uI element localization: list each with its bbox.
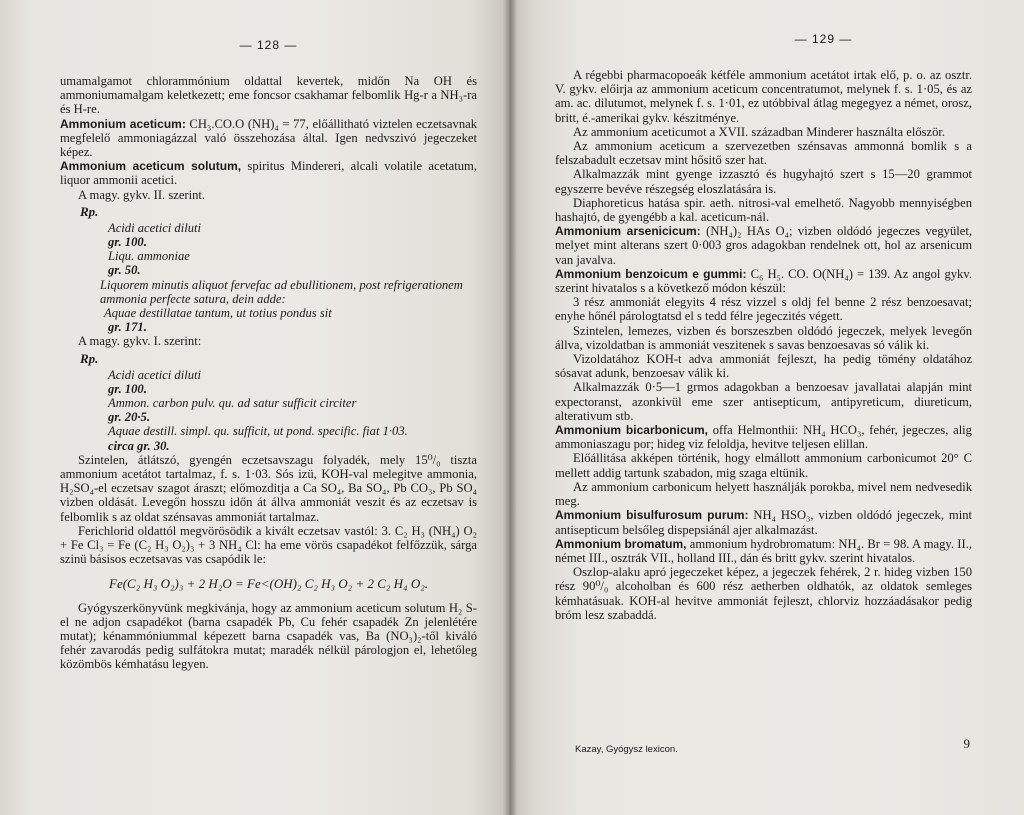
entry-text: (NH₄)₂ HAs O₄; vizben oldódó jegeczes vegyület, melyet mint alterans szert 0·003 gros adagokban rendelnek ott, hol az arsenicum van javalva. — [555, 224, 972, 267]
text-paragraph — [60, 159, 477, 187]
recipe-line — [80, 351, 477, 367]
text-paragraph — [60, 524, 477, 567]
right-page-body — [555, 68, 972, 622]
text-paragraph — [60, 453, 477, 524]
entry-text: gr. 100. — [108, 381, 147, 396]
text-paragraph — [60, 117, 477, 160]
entry-text: gr. 50. — [108, 263, 141, 278]
text-paragraph — [555, 125, 972, 139]
text-paragraph — [555, 267, 972, 295]
entry-text: Ammon. carbon pulv. qu. ad satur sufficit circiter — [108, 396, 357, 411]
entry-text: Vizoldatához KOH-t adva ammoniát fejleszt, ha pedig tömény oldatához sósavat adunk, benzoesav válik ki. — [555, 352, 972, 381]
text-paragraph — [555, 224, 972, 267]
right-page — [509, 0, 1024, 815]
entry-text: NH₄ HSO₃, vizben oldódó jegeczek, mint antisepticum belsőleg dispepsiánál ajer alkalmazást. — [555, 508, 972, 537]
entry-text: Gyógyszerkönyvünk megkivánja, hogy az ammonium aceticum solutum H₂ S-el ne adjon csapadékot (barna csapadék Pb, Cu fehér csapadék Zn jelenlétére mutat); kénammóniummal képezett barna csapadék vas, Ba (NO₃)₂-től kiváló fehér zavarodás pedig sulfátokra mutat; maradék nélkül párologjon el, lehetőleg közömbös kémhatásu legyen. — [60, 600, 477, 672]
text-paragraph — [555, 480, 972, 508]
entry-text: Az ammonium carbonicum helyett használják porokba, mivel nem nedvesedik meg. — [555, 479, 972, 509]
text-paragraph — [60, 74, 477, 117]
text-paragraph — [555, 295, 972, 323]
entry-heading: Ammonium bromatum, — [555, 536, 687, 551]
entry-text: Rp. — [80, 203, 99, 219]
entry-text: Alkalmazzák 0·5—1 grmos adagokban a benzoesav javallatai alapján mint expectoranst, azonkivül eme szer antisepticum, antipyreticum, diureticum, alterativum stb. — [555, 380, 972, 423]
text-paragraph — [555, 565, 972, 622]
text-paragraph — [555, 352, 972, 380]
entry-text: Előállitása akképen történik, hogy elmállott ammonium carbonicumot 20° C mellett addig tartunk szabadon, mig szaga eltünik. — [555, 451, 972, 480]
entry-text: Az ammonium aceticumot a XVII. században Minderer használta először. — [573, 124, 946, 139]
recipe-line — [108, 235, 477, 249]
entry-text: A magy. gykv. I. szerint: — [78, 334, 202, 349]
entry-text: gr. 100. — [108, 235, 147, 250]
recipe-line — [108, 424, 477, 438]
text-paragraph — [60, 334, 477, 348]
entry-text: 3 rész ammoniát elegyits 4 rész vizzel s oldj fel benne 2 rész benzoesavat; enyhe hőnél párologtatsd el s tedd félre jegeczités végett. — [555, 295, 972, 324]
entry-heading: Ammonium aceticum: — [60, 116, 186, 131]
entry-text: Acidi acetici diluti — [108, 220, 202, 235]
recipe-line — [100, 278, 477, 306]
entry-text: A magy. gykv. II. szerint. — [78, 187, 206, 202]
text-paragraph — [60, 601, 477, 672]
entry-text: Ferichlorid oldattól megvörösödik a kivált eczetsav vastól: 3. C₂ H₃ (NH₄) O₂ + Fe Cl₃ = Fe (C₂ H₃ O₂)₃ + 3 NH₄ Cl: ha eme vörös csapadékot felfőzzük, sárga szinü básisos eczetsavas vas csapódik le: — [60, 523, 477, 567]
entry-text: Liqu. ammoniae — [108, 249, 190, 264]
entry-heading: Ammonium bicarbonicum, — [555, 423, 708, 438]
recipe-line — [108, 396, 477, 410]
page-number-right: — 129 — — [794, 32, 853, 46]
signature-mark: 9 — [963, 736, 970, 751]
entry-text: ammonium hydrobromatum: NH₄. Br = 98. A magy. II., német III., osztrák VII., holland III., dán és britt gykv. szerint hivatalos. — [555, 536, 972, 565]
entry-text: Diaphoreticus hatása spir. aeth. nitrosi-val emelhető. Nagyobb mennyiségben hashajtó, de gyengébb a kal. aceticum-nál. — [555, 195, 972, 225]
page-footer — [575, 736, 970, 755]
text-paragraph — [555, 423, 972, 451]
recipe-line — [108, 221, 477, 235]
page-number-left: — 128 — — [239, 38, 298, 52]
entry-text: circa gr. 30. — [108, 438, 170, 453]
entry-text: Rp. — [80, 350, 99, 366]
entry-text: Szintelen, lemezes, vizben és borszeszben oldódó jegeczek, melyek levegőn állva, vizoldatban is ammoniát veszitenek s savas benzoesavas só válik ki. — [555, 323, 972, 352]
text-paragraph — [555, 196, 972, 224]
text-paragraph — [555, 139, 972, 167]
entry-text: A régebbi pharmacopoeák kétféle ammonium acetátot irtak elő, p. o. az osztr. V. gykv. előirja az ammonium aceticum concentratumot, melynek f. s. 1·05, és az am. ac. dilutumot, melynek f. s. 1·01, ez utóbbival átlag megegyez a német, orosz, britt, é.-amerikai gykv. készitménye. — [555, 68, 972, 125]
text-paragraph — [555, 451, 972, 479]
chemical-formula — [60, 575, 477, 593]
text-paragraph — [555, 508, 972, 536]
entry-text: C₆ H₅. CO. O(NH₄) = 139. Az angol gykv. szerint hivatalos s a következő módon készül: — [555, 266, 972, 296]
entry-heading: Ammonium bisulfurosum purum: — [555, 508, 749, 523]
left-page — [0, 0, 509, 815]
recipe-line — [108, 439, 477, 453]
recipe-line — [108, 410, 477, 424]
text-paragraph — [555, 380, 972, 423]
entry-heading: Ammonium arsenicicum: — [555, 224, 701, 239]
entry-text: CH₃.CO.O (NH)₄ = 77, előállitható viztelen eczetsavnak megfelelő ammoniagázzal való összehozása által. Igen nedvszivó jegeczeket képez. — [60, 116, 478, 160]
footer-source: Kazay, Gyógysz lexicon. — [575, 744, 678, 755]
entry-text: gr. 171. — [108, 320, 147, 335]
recipe-line — [108, 249, 477, 263]
entry-heading: Ammonium benzoicum e gummi: — [555, 266, 747, 281]
recipe-line — [108, 382, 477, 396]
recipe-line — [108, 368, 477, 382]
text-paragraph — [555, 537, 972, 565]
entry-text: Az ammonium aceticum a szervezetben szénsavas ammonná bomlik s a felszabadult eczetsav mint hősitő szer hat. — [555, 139, 972, 168]
text-paragraph — [60, 188, 477, 202]
entry-text: Szintelen, átlátszó, gyengén eczetsavszagu folyadék, mely 15⁰/₀ tiszta ammonium acetátot tartalmaz, f. s. 1·03. Sós izü, KOH-val melegitve ammonia, H₂SO₄-el eczetsav szagot áraszt; előmozditja a Ca SO₄, Ba SO₄, Pb CO₃, Pb SO₄ vizben oldását. Levegőn hosszu időn át állva ammoniát veszit és az eczetsav is felbomlik s az oldat szénsavas ammoniát tartalmaz. — [60, 452, 477, 524]
entry-text: Acidi acetici diluti — [108, 367, 202, 382]
entry-text: Liquorem minutis aliquot fervefac ad ebullitionem, post refrigerationem ammonia perfecte satura, dein adde: — [100, 277, 463, 306]
entry-text: spiritus Mindereri, alcali volatile acetatum, liquor ammonii acetici. — [60, 159, 477, 188]
entry-text: Aquae destill. simpl. qu. sufficit, ut pond. specific. fiat 1·03. — [108, 424, 408, 439]
entry-text: offa Helmonthii: NH₄ HCO₃, fehér, jegeczes, alig ammoniaszagu por; hideg viz feloldja, hevitve teljesen elillan. — [555, 423, 972, 452]
recipe-line — [104, 306, 477, 320]
recipe-line — [108, 263, 477, 277]
left-page-body — [60, 74, 477, 672]
text-paragraph — [555, 68, 972, 125]
recipe-line — [80, 204, 477, 220]
text-paragraph — [555, 167, 972, 195]
entry-text: Fe(C₂ H₃ O₂)₃ + 2 H₂O = Fe<(OH)₂ C₂ H₃ O₂ + 2 C₂ H₄ O₂. — [109, 575, 428, 591]
entry-text: Alkalmazzák mint gyenge izzasztó és hugyhajtó szert s 15—20 grammot egyszerre bevéve részegség eloszlatására is. — [555, 167, 972, 196]
entry-heading: Ammonium aceticum solutum, — [60, 159, 242, 174]
entry-text: umamalgamot chlorammónium oldattal kevertek, midőn Na OH és ammoniumamalgam keletkezett; eme foncsor csakhamar felbomlik Hg-r a NH₃-ra és H-re. — [60, 74, 477, 117]
entry-text: Aquae destillatae tantum, ut totius pondus sit — [104, 306, 332, 321]
recipe-line — [108, 320, 477, 334]
entry-text: Oszlop-alaku apró jegeczeket képez, a jegeczek fehérek, 2 r. hideg vizben 150 rész 90⁰/₀ alcoholban és 600 rész aetherben oldhatók, az oldatok semleges kémhatásuak. KOH-al hevitve ammoniát fejleszt, chlorviz hozzáadásakor pedig bróm lesz szabaddá. — [555, 565, 972, 622]
entry-text: gr. 20·5. — [108, 410, 150, 425]
text-paragraph — [555, 324, 972, 352]
